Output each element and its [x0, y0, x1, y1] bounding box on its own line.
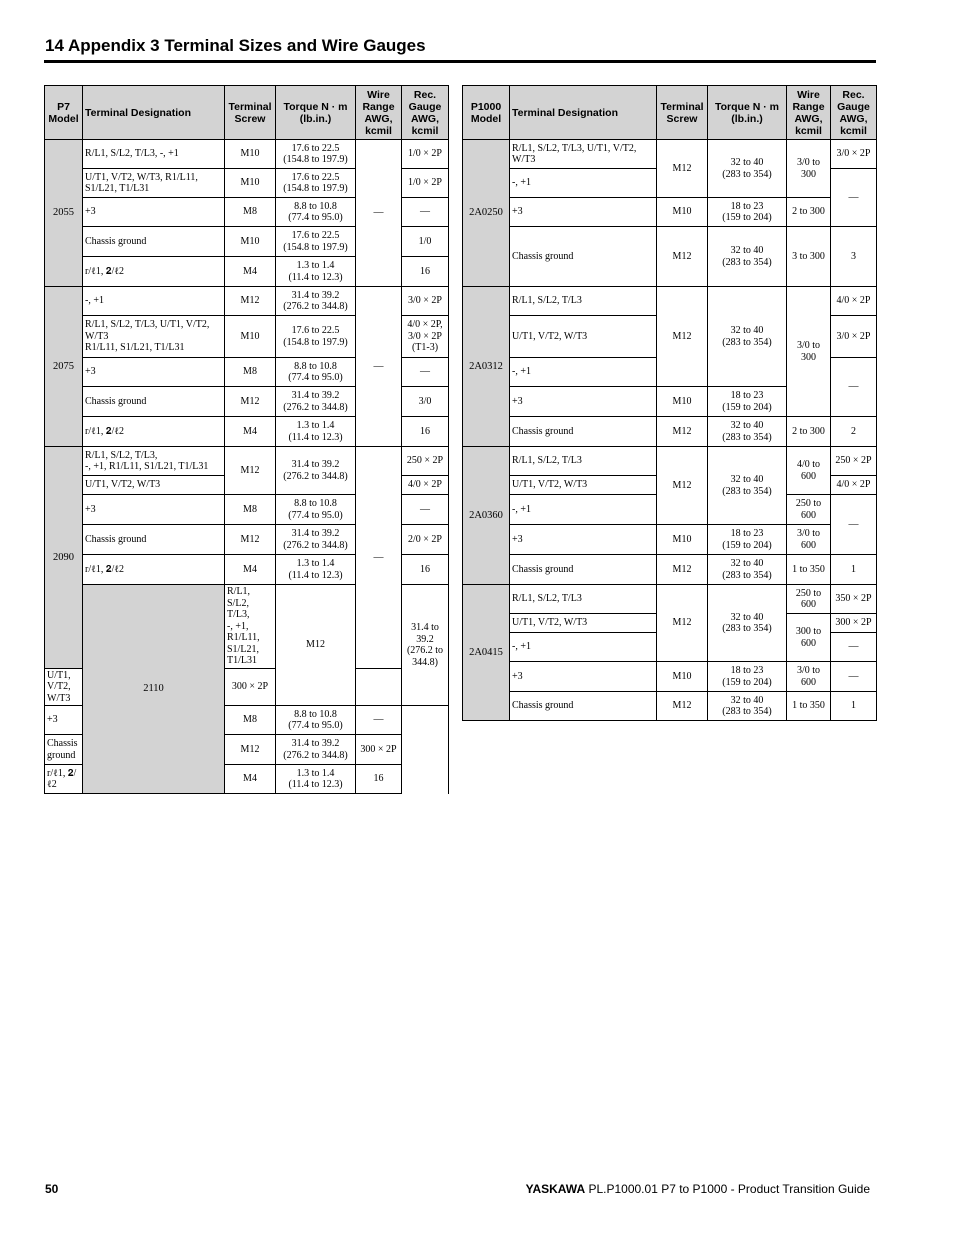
table-cell: +3 — [510, 662, 657, 692]
header-terminal-screw: Terminal Screw — [657, 86, 708, 140]
model-cell: 2110 — [83, 585, 225, 794]
table-cell: 300 × 2P — [831, 614, 877, 633]
table-cell: 32 to 40 (283 to 354) — [708, 585, 787, 662]
table-cell: 1 to 350 — [787, 555, 831, 585]
header-torque: Torque N · m (lb.in.) — [708, 86, 787, 140]
table-cell: Chassis ground — [83, 227, 225, 257]
table-cell: 18 to 23 (159 to 204) — [708, 662, 787, 692]
table-cell: 8.8 to 10.8 (77.4 to 95.0) — [276, 198, 356, 227]
table-row — [463, 140, 877, 169]
table-cell: 16 — [356, 765, 402, 794]
table-cell: 4/0 × 2P — [831, 287, 877, 316]
table-cell: U/T1, V/T2, W/T3 — [83, 476, 225, 495]
table-cell: M4 — [225, 765, 276, 794]
table-row — [463, 692, 877, 721]
model-cell: 2055 — [45, 140, 83, 287]
table-cell: M12 — [657, 417, 708, 447]
table-cell: 1/0 × 2P — [402, 169, 449, 198]
table-cell: M8 — [225, 495, 276, 525]
table-row — [463, 447, 877, 476]
table-cell: 32 to 40 (283 to 354) — [708, 417, 787, 447]
table-cell: R/L1, S/L2, T/L3 — [510, 585, 657, 614]
table-cell: 1.3 to 1.4 (11.4 to 12.3) — [276, 417, 356, 447]
table-cell: 8.8 to 10.8 (77.4 to 95.0) — [276, 495, 356, 525]
table-row — [463, 555, 877, 585]
table-cell: Chassis ground — [83, 525, 225, 555]
page-title: 14 Appendix 3 Terminal Sizes and Wire Gauges — [45, 36, 426, 55]
table-cell: +3 — [83, 495, 225, 525]
footer-brand: YASKAWA — [525, 1182, 586, 1196]
table-cell: 32 to 40 (283 to 354) — [708, 287, 787, 387]
page-number: 50 — [45, 1182, 59, 1196]
header-wire-range: Wire Range AWG, kcmil — [787, 86, 831, 140]
header-terminal-screw: Terminal Screw — [225, 86, 276, 140]
table-cell: 4/0 × 2P — [402, 476, 449, 495]
table-cell: 1 to 350 — [787, 692, 831, 721]
p1000-table-body — [463, 140, 877, 721]
table-cell: 250 to 600 — [787, 495, 831, 525]
table-cell: 2/0 × 2P — [402, 525, 449, 555]
model-cell: 2A0312 — [463, 287, 510, 447]
table-cell: R/L1, S/L2, T/L3 — [510, 287, 657, 316]
table-cell: 8.8 to 10.8 (77.4 to 95.0) — [276, 706, 356, 735]
table-cell: R/L1, S/L2, T/L3, U/T1, V/T2, W/T3 — [510, 140, 657, 169]
table-cell: r/ℓ1, 𝟐/ℓ2 — [83, 417, 225, 447]
table-cell: Chassis ground — [83, 387, 225, 417]
table-cell: 3 — [831, 227, 877, 287]
table-cell: Chassis ground — [510, 692, 657, 721]
table-cell: 2 — [831, 417, 877, 447]
table-cell: U/T1, V/T2, W/T3 — [45, 668, 83, 706]
table-cell: M12 — [225, 525, 276, 555]
table-cell: — — [402, 358, 449, 387]
table-cell: 4/0 × 2P — [831, 476, 877, 495]
table-cell: 17.6 to 22.5 (154.8 to 197.9) — [276, 227, 356, 257]
table-cell: 300 × 2P — [356, 735, 402, 765]
table-row — [45, 140, 449, 169]
table-cell: 1 — [831, 692, 877, 721]
table-cell: Chassis ground — [510, 227, 657, 287]
table-cell: U/T1, V/T2, W/T3 — [510, 614, 657, 633]
table-cell: M10 — [657, 525, 708, 555]
table-cell: 250 to 600 — [787, 585, 831, 614]
table-row — [463, 585, 877, 614]
table-row — [463, 525, 877, 555]
table-cell: 32 to 40 (283 to 354) — [708, 227, 787, 287]
table-cell: +3 — [510, 525, 657, 555]
table-cell: 16 — [402, 555, 449, 585]
table-cell: R/L1, S/L2, T/L3, -, +1 — [83, 140, 225, 169]
table-cell: 31.4 to 39.2 (276.2 to 344.8) — [276, 387, 356, 417]
header-torque: Torque N · m (lb.in.) — [276, 86, 356, 140]
model-cell: 2A0250 — [463, 140, 510, 287]
table-cell: +3 — [83, 358, 225, 387]
table-cell: M10 — [657, 387, 708, 417]
table-cell: Chassis ground — [45, 735, 83, 765]
table-cell: 1 — [831, 555, 877, 585]
table-cell: — — [831, 358, 877, 417]
table-cell: M12 — [657, 555, 708, 585]
table-header-row — [45, 86, 449, 140]
model-cell: 2075 — [45, 287, 83, 447]
table-cell: M10 — [225, 227, 276, 257]
model-cell: 2090 — [45, 447, 83, 669]
table-cell: +3 — [83, 198, 225, 227]
table-cell: 31.4 to 39.2 (276.2 to 344.8) — [276, 735, 356, 765]
table-cell: 32 to 40 (283 to 354) — [708, 447, 787, 525]
table-cell: U/T1, V/T2, W/T3 — [510, 476, 657, 495]
table-cell: Chassis ground — [510, 555, 657, 585]
table-cell: M10 — [657, 662, 708, 692]
table-cell: +3 — [510, 387, 657, 417]
table-cell: 32 to 40 (283 to 354) — [708, 140, 787, 198]
table-cell: — — [831, 169, 877, 227]
table-cell: 1.3 to 1.4 (11.4 to 12.3) — [276, 765, 356, 794]
table-cell: R/L1, S/L2, T/L3, U/T1, V/T2, W/T3 R1/L11, S1/L21, T1/L31 — [83, 316, 225, 358]
table-row — [463, 417, 877, 447]
table-cell: M12 — [276, 585, 356, 706]
table-cell: 4/0 × 2P, 3/0 × 2P (T1-3) — [402, 316, 449, 358]
header-rec-gauge: Rec. Gauge AWG, kcmil — [402, 86, 449, 140]
table-cell: M10 — [657, 198, 708, 227]
table-cell: — — [402, 198, 449, 227]
p7-terminal-table — [44, 85, 449, 794]
table-cell: 16 — [402, 257, 449, 287]
table-cell: — — [356, 140, 402, 287]
table-cell: 3/0 to 300 — [787, 287, 831, 417]
table-cell: — — [831, 633, 877, 662]
table-row — [45, 287, 449, 316]
table-cell: M8 — [225, 358, 276, 387]
table-cell: 1.3 to 1.4 (11.4 to 12.3) — [276, 257, 356, 287]
table-cell: M10 — [225, 169, 276, 198]
table-cell: +3 — [45, 706, 83, 735]
table-cell: 8.8 to 10.8 (77.4 to 95.0) — [276, 358, 356, 387]
table-cell: M12 — [225, 447, 276, 495]
table-cell: M12 — [225, 287, 276, 316]
table-cell: 17.6 to 22.5 (154.8 to 197.9) — [276, 316, 356, 358]
table-cell: -, +1 — [510, 169, 657, 198]
table-cell: +3 — [510, 198, 657, 227]
table-cell: M12 — [657, 287, 708, 387]
table-row — [463, 287, 877, 316]
table-cell: 2 to 300 — [787, 198, 831, 227]
header-terminal-designation: Terminal Designation — [83, 86, 225, 140]
table-cell: -, +1 — [510, 495, 657, 525]
table-cell: M4 — [225, 555, 276, 585]
model-cell: 2A0415 — [463, 585, 510, 721]
table-cell: 3/0 to 600 — [787, 662, 831, 692]
table-cell: 17.6 to 22.5 (154.8 to 197.9) — [276, 169, 356, 198]
table-cell: 250 × 2P — [831, 447, 877, 476]
table-cell: r/ℓ1, 𝟐/ℓ2 — [83, 555, 225, 585]
table-cell: 1/0 × 2P — [402, 140, 449, 169]
table-cell: Chassis ground — [510, 417, 657, 447]
table-cell: 31.4 to 39.2 (276.2 to 344.8) — [276, 525, 356, 555]
table-cell: M12 — [657, 585, 708, 662]
table-row — [463, 227, 877, 257]
table-cell: U/T1, V/T2, W/T3, R1/L11, S1/L21, T1/L31 — [83, 169, 225, 198]
table-cell: -, +1 — [510, 633, 657, 662]
header-terminal-designation: Terminal Designation — [510, 86, 657, 140]
table-cell: r/ℓ1, 𝟐/ℓ2 — [45, 765, 83, 794]
table-cell: 3/0 × 2P — [831, 316, 877, 358]
table-cell: 3/0 to 600 — [787, 525, 831, 555]
table-cell: 31.4 to 39.2 (276.2 to 344.8) — [402, 585, 449, 706]
table-cell: U/T1, V/T2, W/T3 — [510, 316, 657, 358]
table-cell: 3/0 × 2P — [402, 287, 449, 316]
table-cell: M12 — [657, 140, 708, 198]
table-cell: M4 — [225, 257, 276, 287]
table-cell: — — [356, 447, 402, 669]
table-cell: 4/0 to 600 — [787, 447, 831, 495]
table-row — [463, 198, 877, 227]
table-cell: — — [356, 706, 402, 735]
p1000-terminal-table — [462, 85, 877, 721]
header-rec-gauge: Rec. Gauge AWG, kcmil — [831, 86, 877, 140]
table-cell: r/ℓ1, 𝟐/ℓ2 — [83, 257, 225, 287]
table-cell: M10 — [225, 140, 276, 169]
table-cell: R/L1, S/L2, T/L3, -, +1, R1/L11, S1/L21, T1/L31 — [83, 447, 225, 476]
table-cell: 18 to 23 (159 to 204) — [708, 198, 787, 227]
table-cell: 18 to 23 (159 to 204) — [708, 387, 787, 417]
table-cell: 1/0 — [402, 227, 449, 257]
table-cell: M12 — [225, 387, 276, 417]
header-model: P1000 Model — [463, 86, 510, 140]
table-row — [45, 447, 449, 476]
table-cell: 16 — [402, 417, 449, 447]
table-cell: 31.4 to 39.2 (276.2 to 344.8) — [276, 287, 356, 316]
table-cell: — — [402, 495, 449, 525]
table-cell: -, +1 — [83, 287, 225, 316]
title-rule — [44, 60, 876, 63]
table-cell: M12 — [657, 447, 708, 525]
table-cell: — — [356, 287, 402, 447]
table-cell: 2 to 300 — [787, 417, 831, 447]
table-cell: — — [831, 495, 877, 555]
p7-table-body — [45, 140, 449, 794]
table-cell: M12 — [657, 692, 708, 721]
table-cell: 31.4 to 39.2 (276.2 to 344.8) — [276, 447, 356, 495]
table-cell: 300 × 2P — [225, 668, 276, 706]
table-cell: 32 to 40 (283 to 354) — [708, 555, 787, 585]
table-cell: -, +1 — [510, 358, 657, 387]
table-cell: — — [831, 662, 877, 692]
table-cell: M12 — [225, 735, 276, 765]
table-cell: 32 to 40 (283 to 354) — [708, 692, 787, 721]
table-cell: M8 — [225, 198, 276, 227]
footer-doc: PL.P1000.01 P7 to P1000 - Product Transition Guide — [585, 1182, 870, 1196]
header-wire-range: Wire Range AWG, kcmil — [356, 86, 402, 140]
table-cell: 3/0 — [402, 387, 449, 417]
table-cell: M12 — [657, 227, 708, 287]
table-cell: R/L1, S/L2, T/L3 — [510, 447, 657, 476]
table-cell: M8 — [225, 706, 276, 735]
table-cell: 18 to 23 (159 to 204) — [708, 525, 787, 555]
table-row — [463, 662, 877, 692]
table-cell: 250 × 2P — [402, 447, 449, 476]
model-cell: 2A0360 — [463, 447, 510, 585]
footer-guide — [526, 1182, 870, 1196]
table-cell: 300 to 600 — [787, 614, 831, 662]
table-cell: 3/0 × 2P — [831, 140, 877, 169]
table-cell: 1.3 to 1.4 (11.4 to 12.3) — [276, 555, 356, 585]
table-cell: M4 — [225, 417, 276, 447]
table-cell: R/L1, S/L2, T/L3, -, +1, R1/L11, S1/L21, T1/L31 — [225, 585, 276, 669]
table-cell: 350 × 2P — [831, 585, 877, 614]
table-cell: M10 — [225, 316, 276, 358]
table-cell: 3 to 300 — [787, 227, 831, 287]
header-model: P7 Model — [45, 86, 83, 140]
table-cell: 3/0 to 300 — [787, 140, 831, 198]
table-cell: 17.6 to 22.5 (154.8 to 197.9) — [276, 140, 356, 169]
table-header-row — [463, 86, 877, 140]
